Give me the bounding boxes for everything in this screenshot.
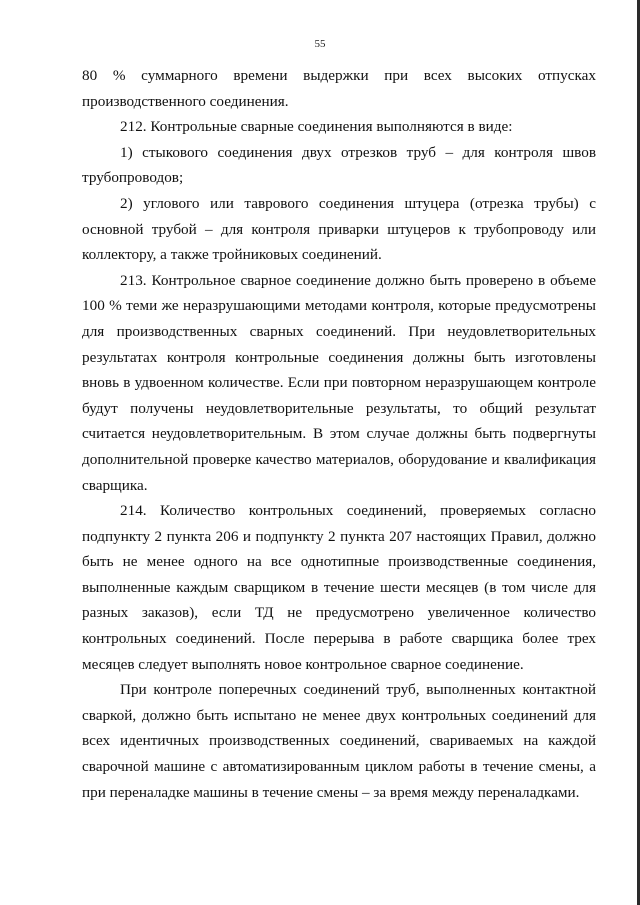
paragraph-212: 212. Контрольные сварные соединения выполняются в виде: [120,118,513,136]
paragraph-213: 213. Контрольное сварное соединение должно быть проверено в объеме 100 % теми же неразрушающими методами контроля, которые предусмотрены для производственных сварных соединений. При неудовлетворительных результатах контроля контрольные соединения должны быть изготовлены вновь в удвоенном количестве. Если при повторном неразрушающем контроле будут получены неудовлетворительные результаты, то общий результат считается неудовлетворительным. В этом случае должны быть подвергнуты дополнительной проверке качество материалов, оборудование и квалификация сварщика. [82,271,596,494]
paragraph-212-item-1: 1) стыкового соединения двух отрезков труб – для контроля швов трубопроводов; [82,143,596,187]
paragraph-214: 214. Количество контрольных соединений, проверяемых согласно подпункту 2 пункта 206 и подпункту 2 пункта 207 настоящих Правил, должно быть не менее одного на все однотипные производственные соединения, выполненные каждым сварщиком в течение шести месяцев (в том числе для разных заказов), если ТД не предусмотрено увеличенное количество контрольных соединений. После перерыва в работе сварщика более трех месяцев следует выполнять новое контрольное сварное соединение. [82,502,596,673]
paragraph-continuation: 80 % суммарного времени выдержки при всех высоких отпусках производственного соединения. [82,67,596,110]
paragraph-212-item-2: 2) углового или таврового соединения штуцера (отрезка трубы) с основной трубой – для контроля приварки штуцеров к трубопроводу или коллектору, а также тройниковых соединений. [82,194,596,264]
page-number: 55 [314,38,326,50]
document-body [82,63,596,805]
paragraph-214-contact-welding: При контроле поперечных соединений труб, выполненных контактной сваркой, должно быть испытано не менее двух контрольных соединений для всех идентичных производственных соединений, свариваемых на каждой сварочной машине с автоматизированным циклом работы в течение смены, а при переналадке машины в течение смены – за время между переналадками. [82,681,596,801]
